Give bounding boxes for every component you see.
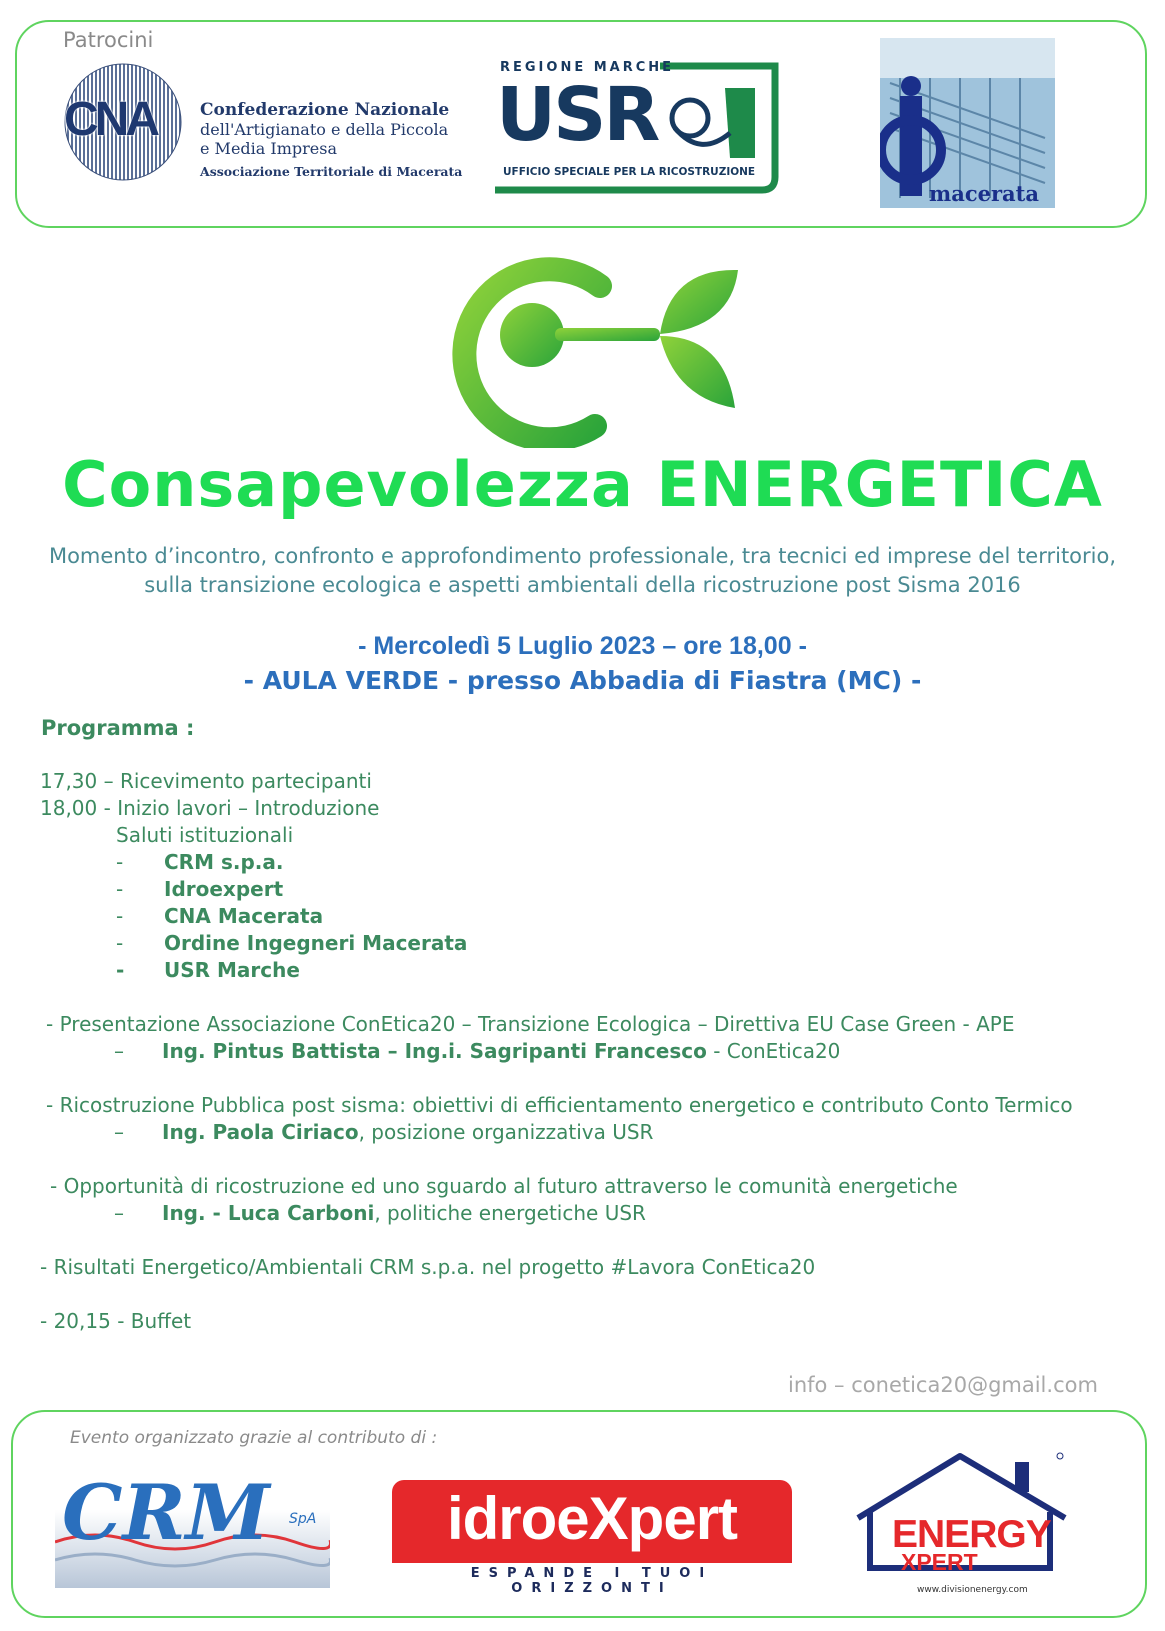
cna-line-1: Confederazione Nazionale xyxy=(200,100,450,120)
event-location: - AULA VERDE - presso Abbadia di Fiastra (MC) - xyxy=(243,666,922,695)
event-description: Momento d’incontro, confronto e approfondimento professionale, tra tecnici ed imprese del territorio, sulla transizione ecologica e aspetti ambientali della ricostruzione post Sisma 2016 xyxy=(48,544,1117,597)
crm-spa-text: SpA xyxy=(289,1511,317,1527)
greeting-item: - Idroexpert xyxy=(116,877,284,901)
sponsors-label: Evento organizzato grazie al contributo di : xyxy=(70,1428,438,1448)
event-title xyxy=(0,448,1165,521)
greeting-item: - USR Marche xyxy=(116,958,300,982)
usr-acronym: USR xyxy=(496,72,658,158)
idroexpert-tagline: ESPANDE I TUOI ORIZZONTI xyxy=(470,1566,714,1596)
energy-url[interactable]: www.divisionenergy.com xyxy=(917,1585,1028,1595)
conetica-leaf-logo-icon xyxy=(435,248,765,448)
greeting-item: - Ordine Ingegneri Macerata xyxy=(116,931,468,955)
cna-logo-text: CNA xyxy=(64,93,156,146)
program-item-comunita: - Opportunità di ricostruzione ed uno sguardo al futuro attraverso le comunità energetiche xyxy=(50,1174,958,1198)
cna-line-2: dell'Artigianato e della Piccola xyxy=(200,120,449,139)
program-item-ricostruzione: - Ricostruzione Pubblica post sisma: obiettivi di efficientamento energetico e contributo Conto Termico xyxy=(46,1093,1073,1117)
program-item-ricostruzione-speaker: – Ing. Paola Ciriaco, posizione organizzativa USR xyxy=(114,1120,654,1144)
program-line-greetings: Saluti istituzionali xyxy=(116,823,294,847)
event-date: - Mercoledì 5 Luglio 2023 – ore 18,00 - xyxy=(358,632,807,660)
program-line-reception: 17,30 – Ricevimento partecipanti xyxy=(40,769,372,793)
expert-logo-text: XPERT xyxy=(901,1549,978,1575)
usr-region-text: REGIONE MARCHE xyxy=(500,60,675,75)
program-line-start: 18,00 - Inizio lavori – Introduzione xyxy=(40,796,380,820)
greeting-item: - CNA Macerata xyxy=(116,904,324,928)
crm-logo-text: CRM xyxy=(62,1468,270,1557)
cna-line-3: e Media Impresa xyxy=(200,139,337,158)
event-title-part1: Consapevolezza xyxy=(62,448,657,521)
contact-email[interactable]: info – conetica20@gmail.com xyxy=(788,1373,1098,1397)
program-heading: Programma : xyxy=(41,716,195,740)
program-item-risultati: - Risultati Energetico/Ambientali CRM s.p.a. nel progetto #Lavora ConEtica20 xyxy=(40,1255,816,1279)
event-title-part2: ENERGETICA xyxy=(656,448,1103,521)
greeting-item: - CRM s.p.a. xyxy=(116,850,284,874)
cna-line-4: Associazione Territoriale di Macerata xyxy=(200,164,463,179)
patrocini-label: Patrocini xyxy=(63,28,154,52)
energy-logo-text: ENERGY xyxy=(892,1513,1051,1556)
program-item-presentazione-speakers: – Ing. Pintus Battista – Ing.i. Sagripanti Francesco - ConEtica20 xyxy=(114,1039,841,1063)
idroexpert-logo-text: idroeXpert xyxy=(446,1485,738,1552)
usr-subtitle: UFFICIO SPECIALE PER LA RICOSTRUZIONE xyxy=(503,166,756,178)
program-item-buffet: - 20,15 - Buffet xyxy=(40,1309,192,1333)
program-item-presentazione: - Presentazione Associazione ConEtica20 – Transizione Ecologica – Direttiva EU Case Green - APE xyxy=(46,1012,1015,1036)
program-item-comunita-speaker: – Ing. - Luca Carboni, politiche energetiche USR xyxy=(114,1201,646,1225)
cna-name xyxy=(200,101,462,181)
ingegneri-macerata-text: macerata xyxy=(929,181,1039,206)
